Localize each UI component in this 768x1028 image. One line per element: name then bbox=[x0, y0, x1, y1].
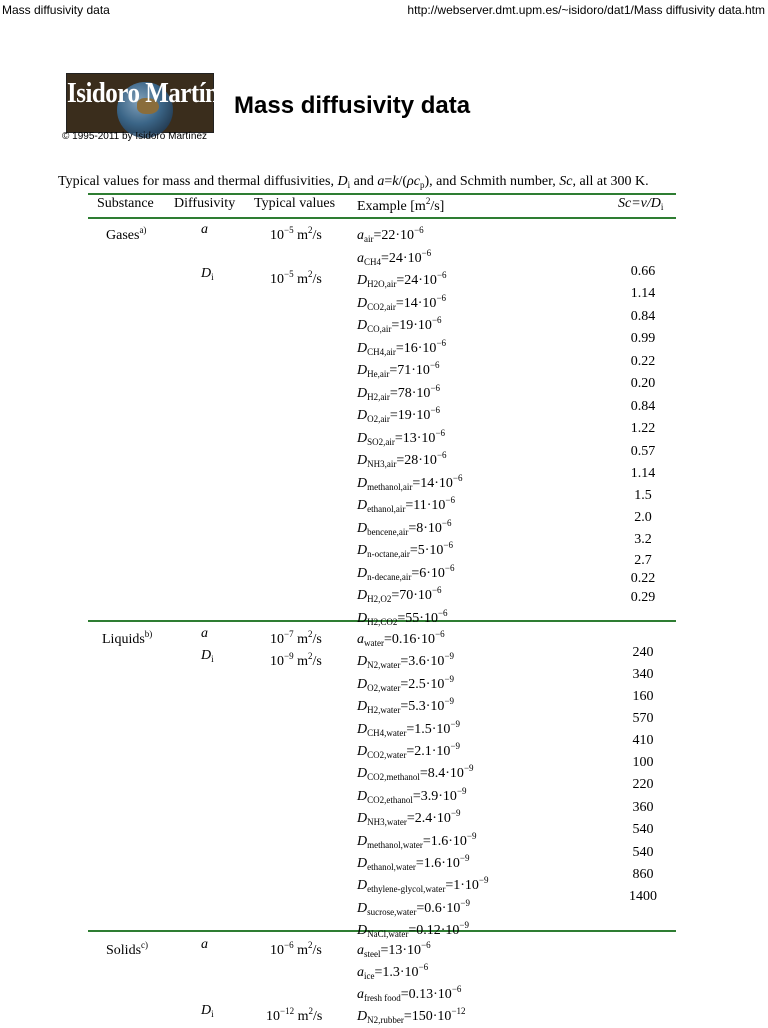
example-subscript: CH4 bbox=[364, 256, 382, 267]
example-row bbox=[357, 312, 442, 337]
example-value: =28·10 bbox=[396, 453, 437, 468]
example-value: =19·10 bbox=[389, 408, 431, 423]
example-subscript: H2,O2 bbox=[367, 594, 392, 604]
page-title-header: Mass diffusivity data bbox=[2, 3, 110, 17]
schmidt-value: 2.7 bbox=[634, 553, 652, 568]
example-row bbox=[357, 425, 445, 450]
example-value: =19·10 bbox=[391, 318, 432, 333]
example-value: =8·10 bbox=[408, 520, 442, 536]
example-subscript: CO2,methanol bbox=[367, 772, 420, 783]
example-row bbox=[357, 357, 440, 382]
example-symbol: D bbox=[357, 543, 368, 558]
example-subscript: n-octane,air bbox=[367, 549, 410, 559]
example-exponent: −6 bbox=[429, 360, 440, 370]
example-symbol: a bbox=[357, 987, 364, 1002]
example-value: =0.16·10 bbox=[384, 632, 436, 647]
example-symbol: D bbox=[357, 273, 368, 288]
example-exponent: −9 bbox=[478, 875, 489, 886]
example-value: =22·10 bbox=[373, 228, 415, 243]
example-symbol: a bbox=[357, 965, 364, 980]
example-exponent: −6 bbox=[421, 247, 432, 258]
schmidt-value: 340 bbox=[632, 667, 654, 682]
example-row bbox=[357, 648, 454, 673]
typical-value-part: /s bbox=[312, 632, 322, 647]
example-subscript: CO2,ethanol bbox=[367, 794, 413, 805]
example-row bbox=[357, 828, 477, 853]
schmidt-value: 240 bbox=[632, 645, 654, 660]
example-value: =71·10 bbox=[389, 363, 430, 378]
col-example: Example $[m^2/s]$ bbox=[357, 196, 445, 214]
typical-value-part: m bbox=[293, 943, 308, 958]
typical-value bbox=[270, 648, 322, 670]
diffusivity-symbol bbox=[201, 222, 208, 241]
typical-value-part: 2 bbox=[308, 1006, 313, 1016]
group-liquids: Liquids$^{b)}$ bbox=[102, 629, 153, 647]
copyright-note: © 1995-2011 by Isidoro Martínez bbox=[62, 131, 208, 142]
intro-text: Typical values for mass and thermal diffusivities, $D_i$ and $a=k/(\rho c_p)$, and Schmith number, Sc, all at 300 K. bbox=[58, 174, 649, 190]
typical-value-part: 2 bbox=[307, 651, 313, 661]
example-value: =14·10 bbox=[395, 295, 437, 311]
schmidt-value: 540 bbox=[632, 845, 654, 860]
example-value: =2.1·10 bbox=[406, 744, 451, 759]
typical-value-part: /s bbox=[312, 228, 322, 243]
example-row bbox=[357, 492, 455, 517]
example-exponent: −9 bbox=[444, 696, 455, 707]
schmidt-value: 0.99 bbox=[630, 331, 656, 346]
col-typical: Typical values bbox=[254, 196, 336, 211]
example-symbol: a bbox=[357, 250, 364, 266]
example-subscript: methanol,water bbox=[367, 839, 423, 850]
schmidt-value: 0.29 bbox=[630, 590, 656, 605]
typical-value bbox=[270, 937, 322, 959]
example-symbol: D bbox=[357, 385, 368, 401]
example-exponent: −6 bbox=[441, 517, 452, 528]
example-exponent: −9 bbox=[450, 741, 461, 751]
example-exponent: −6 bbox=[443, 540, 453, 550]
example-value: =8.4·10 bbox=[419, 766, 464, 782]
example-row bbox=[357, 537, 453, 562]
example-row bbox=[357, 380, 440, 405]
example-symbol: D bbox=[357, 588, 368, 603]
example-exponent: −6 bbox=[437, 607, 448, 618]
example-symbol: D bbox=[357, 654, 368, 670]
example-exponent: −6 bbox=[435, 629, 445, 639]
page-url-header[interactable]: http://webserver.dmt.upm.es/~isidoro/dat1/Mass diffusivity data.htm bbox=[407, 3, 765, 17]
example-row bbox=[357, 738, 460, 763]
example-row bbox=[357, 335, 446, 360]
example-symbol: D bbox=[357, 520, 368, 536]
schmidt-value: 1.22 bbox=[630, 421, 656, 436]
diffusivity-symbol-sub: i bbox=[211, 272, 214, 282]
schmidt-value: 1.14 bbox=[630, 286, 656, 301]
typical-value-part: 10 bbox=[266, 1009, 280, 1024]
example-exponent: −6 bbox=[436, 450, 447, 460]
example-symbol: a bbox=[357, 943, 364, 958]
example-subscript: N2,rubber bbox=[367, 1015, 404, 1025]
example-row bbox=[357, 1003, 466, 1028]
example-subscript: H2,water bbox=[367, 705, 401, 716]
example-subscript: NH3,water bbox=[367, 817, 407, 828]
example-symbol: D bbox=[357, 676, 368, 692]
example-value: =3.6·10 bbox=[400, 654, 445, 670]
example-exponent: −9 bbox=[444, 673, 455, 684]
example-exponent: −6 bbox=[414, 225, 424, 235]
diffusivity-symbol bbox=[201, 937, 208, 956]
example-value: =150·10 bbox=[403, 1009, 452, 1024]
logo-text: Isidoro Martínez bbox=[67, 77, 240, 109]
typical-value-part: 10 bbox=[270, 228, 284, 243]
example-exponent: −6 bbox=[444, 562, 455, 573]
example-symbol: a bbox=[357, 632, 364, 647]
example-symbol: D bbox=[357, 766, 368, 782]
example-exponent: −6 bbox=[451, 984, 462, 994]
group-solids: Solids$^{c)}$ bbox=[106, 940, 149, 958]
example-subscript: ice bbox=[364, 971, 375, 981]
example-row bbox=[357, 626, 445, 651]
example-symbol: D bbox=[357, 721, 368, 737]
example-symbol: D bbox=[357, 453, 368, 468]
example-row bbox=[357, 805, 461, 830]
example-symbol: D bbox=[357, 923, 368, 939]
schmidt-value: 1.5 bbox=[634, 488, 652, 503]
example-exponent: −6 bbox=[430, 382, 441, 393]
example-value: =1.5·10 bbox=[406, 721, 451, 737]
example-exponent: −6 bbox=[436, 337, 447, 348]
example-symbol: D bbox=[357, 900, 368, 916]
example-exponent: −9 bbox=[450, 808, 461, 819]
example-row bbox=[357, 783, 467, 808]
schmidt-value: 220 bbox=[632, 777, 654, 792]
example-subscript: ethanol,air bbox=[367, 504, 406, 514]
example-symbol: D bbox=[357, 811, 368, 827]
typical-value-part: 2 bbox=[307, 269, 313, 279]
example-exponent: −6 bbox=[435, 427, 446, 438]
diffusivity-symbol bbox=[201, 626, 208, 645]
example-value: =16·10 bbox=[395, 340, 437, 356]
example-value: =55·10 bbox=[397, 610, 438, 626]
typical-value bbox=[266, 1003, 322, 1025]
example-subscript: O2,water bbox=[367, 682, 401, 693]
diffusivity-symbol-sub: i bbox=[211, 1009, 214, 1019]
typical-value-part: 10 bbox=[270, 943, 284, 958]
typical-value-part: /s bbox=[312, 272, 322, 287]
example-symbol: D bbox=[357, 295, 368, 311]
example-subscript: SO2,air bbox=[367, 436, 395, 447]
example-exponent: −9 bbox=[459, 920, 469, 931]
example-exponent: −6 bbox=[436, 292, 447, 303]
example-exponent: −6 bbox=[436, 270, 447, 280]
diffusivity-symbol-letter: D bbox=[201, 266, 212, 281]
example-value: =24·10 bbox=[381, 250, 422, 266]
example-value: =78·10 bbox=[389, 385, 431, 401]
example-symbol: D bbox=[357, 878, 368, 894]
example-row bbox=[357, 245, 431, 270]
example-symbol: D bbox=[357, 1009, 368, 1024]
example-row bbox=[357, 267, 447, 292]
typical-value-part: m bbox=[293, 632, 308, 647]
example-subscript: air bbox=[364, 234, 374, 244]
schmidt-value: 1400 bbox=[629, 889, 657, 904]
diffusivity-symbol-letter: a bbox=[201, 222, 208, 237]
group-gases: Gases$^{a)}$ bbox=[106, 225, 147, 243]
example-value: =13·10 bbox=[394, 430, 436, 446]
example-value: =3.9·10 bbox=[412, 788, 457, 804]
example-subscript: He,air bbox=[367, 369, 390, 379]
example-subscript: CO,air bbox=[367, 324, 392, 334]
example-symbol: D bbox=[357, 318, 368, 333]
schmidt-value: 100 bbox=[632, 755, 654, 770]
example-subscript: sucrose,water bbox=[367, 906, 417, 917]
col-substance: Substance bbox=[97, 196, 154, 211]
example-row bbox=[357, 716, 460, 741]
example-subscript: ethanol,water bbox=[367, 862, 416, 872]
example-symbol: D bbox=[357, 565, 368, 581]
schmidt-value: 540 bbox=[632, 822, 654, 837]
typical-value bbox=[270, 626, 322, 648]
example-subscript: n-decane,air bbox=[367, 571, 412, 582]
example-exponent: −9 bbox=[459, 853, 470, 863]
site-logo[interactable] bbox=[66, 73, 240, 133]
schmidt-value: 3.2 bbox=[634, 532, 652, 547]
example-subscript: CH4,water bbox=[367, 727, 407, 738]
schmidt-value: 0.57 bbox=[630, 444, 656, 459]
typical-value bbox=[270, 222, 322, 244]
example-symbol: D bbox=[357, 475, 368, 491]
example-value: =14·10 bbox=[412, 475, 453, 491]
diffusivity-symbol-letter: a bbox=[201, 937, 208, 952]
typical-value-part: m bbox=[293, 654, 308, 669]
schmidt-value: 410 bbox=[632, 733, 654, 748]
example-symbol: a bbox=[357, 228, 364, 243]
example-exponent: −6 bbox=[452, 472, 463, 483]
example-row bbox=[357, 760, 474, 785]
typical-value-part: m bbox=[293, 272, 308, 287]
example-exponent: −6 bbox=[421, 940, 431, 950]
example-value: =6·10 bbox=[411, 565, 445, 581]
typical-value-part: −6 bbox=[284, 940, 294, 950]
example-value: =2.4·10 bbox=[406, 811, 451, 827]
example-symbol: D bbox=[357, 340, 368, 356]
schmidt-value: 860 bbox=[632, 867, 654, 882]
example-row bbox=[357, 290, 446, 315]
page-title: Mass diffusivity data bbox=[234, 92, 471, 119]
example-subscript: bencene,air bbox=[367, 526, 409, 537]
example-row bbox=[357, 895, 470, 920]
example-exponent: −9 bbox=[444, 651, 455, 662]
example-value: =70·10 bbox=[391, 588, 432, 603]
example-row bbox=[357, 582, 442, 607]
diffusivity-symbol bbox=[201, 648, 214, 667]
example-exponent: −6 bbox=[431, 315, 442, 325]
example-value: =2.5·10 bbox=[400, 676, 445, 692]
example-subscript: NaCl,water bbox=[367, 929, 409, 940]
diffusivity-symbol-letter: a bbox=[201, 626, 208, 641]
example-value: =1.3·10 bbox=[374, 965, 419, 980]
example-exponent: −9 bbox=[456, 785, 467, 796]
example-subscript: N2,water bbox=[367, 660, 401, 671]
typical-value-part: −5 bbox=[284, 269, 294, 279]
typical-value-part: 10 bbox=[270, 654, 284, 669]
typical-value-part: −9 bbox=[284, 651, 294, 661]
diffusivity-symbol-letter: D bbox=[201, 1003, 212, 1018]
example-exponent: −9 bbox=[466, 830, 477, 841]
schmidt-value: 0.66 bbox=[630, 264, 656, 279]
example-symbol: D bbox=[357, 408, 368, 423]
example-symbol: D bbox=[357, 788, 368, 804]
example-symbol: D bbox=[357, 833, 368, 849]
example-exponent: −6 bbox=[431, 585, 442, 595]
example-row bbox=[357, 222, 424, 247]
example-value: =0.13·10 bbox=[400, 987, 452, 1002]
typical-value-part: 2 bbox=[307, 940, 313, 950]
typical-value bbox=[270, 266, 322, 288]
schmidt-value: 1.14 bbox=[630, 466, 656, 481]
schmidt-value: 0.22 bbox=[630, 571, 656, 586]
schmidt-value: 0.84 bbox=[630, 309, 656, 324]
example-subscript: CH4,air bbox=[367, 346, 396, 357]
example-subscript: methanol,air bbox=[367, 481, 413, 492]
typical-value-part: m bbox=[294, 1009, 309, 1024]
schmidt-value: 2.0 bbox=[634, 510, 652, 525]
typical-value-part: 2 bbox=[307, 629, 313, 639]
typical-value-part: 10 bbox=[270, 272, 284, 287]
example-row bbox=[357, 470, 463, 495]
schmidt-value: 570 bbox=[632, 711, 654, 726]
example-exponent: −6 bbox=[430, 405, 441, 415]
example-value: =1.6·10 bbox=[422, 833, 467, 849]
example-row bbox=[357, 560, 454, 585]
example-value: =11·10 bbox=[405, 498, 446, 513]
example-row bbox=[357, 515, 452, 540]
example-subscript: fresh food bbox=[364, 993, 401, 1003]
typical-value-part: 10 bbox=[270, 632, 284, 647]
example-row bbox=[357, 402, 440, 427]
example-subscript: H2,air bbox=[367, 391, 390, 402]
typical-value-part: −7 bbox=[284, 629, 294, 639]
example-exponent: −6 bbox=[418, 962, 429, 972]
example-row bbox=[357, 872, 488, 897]
example-row bbox=[357, 850, 470, 875]
example-symbol: D bbox=[357, 699, 368, 715]
diffusivity-symbol bbox=[201, 266, 214, 285]
col-diffusivity: Diffusivity bbox=[174, 196, 236, 211]
diffusivity-symbol-letter: D bbox=[201, 648, 212, 663]
schmidt-value: 0.20 bbox=[630, 376, 656, 391]
example-exponent: −9 bbox=[463, 763, 474, 774]
example-subscript: H2O,air bbox=[367, 279, 397, 289]
example-row bbox=[357, 447, 447, 472]
example-symbol: D bbox=[357, 856, 368, 871]
example-value: =1·10 bbox=[445, 878, 479, 894]
example-value: =13·10 bbox=[380, 943, 422, 958]
example-exponent: −9 bbox=[450, 718, 461, 729]
diffusivity-symbol bbox=[201, 1003, 214, 1022]
example-subscript: NH3,air bbox=[367, 459, 397, 469]
example-value: =5·10 bbox=[409, 543, 444, 558]
schmidt-value: 0.84 bbox=[630, 399, 656, 414]
example-exponent: −6 bbox=[445, 495, 455, 505]
example-exponent: −9 bbox=[460, 897, 470, 908]
typical-value-part: −12 bbox=[280, 1006, 295, 1016]
example-subscript: water bbox=[364, 638, 384, 648]
example-row bbox=[357, 671, 454, 696]
typical-value-part: m bbox=[293, 228, 308, 243]
typical-value-part: /s bbox=[312, 1009, 323, 1024]
typical-value-part: −5 bbox=[284, 225, 294, 235]
example-value: =5.3·10 bbox=[400, 699, 445, 715]
col-schmidt: $Sc=\nu/D_i$ bbox=[618, 196, 664, 212]
example-subscript: O2,air bbox=[367, 414, 390, 424]
schmidt-value: 360 bbox=[632, 800, 654, 815]
example-symbol: D bbox=[357, 610, 368, 626]
schmidt-value: 0.22 bbox=[630, 354, 656, 369]
example-value: =0.12·10 bbox=[408, 923, 460, 939]
example-value: =1.6·10 bbox=[415, 856, 460, 871]
example-symbol: D bbox=[357, 744, 368, 759]
typical-value-part: /s bbox=[312, 654, 322, 669]
example-subscript: steel bbox=[364, 949, 381, 959]
example-subscript: CO2,air bbox=[367, 301, 396, 312]
example-subscript: ethylene-glycol,water bbox=[367, 884, 446, 895]
diffusivity-symbol-sub: i bbox=[211, 654, 214, 664]
typical-value-part: 2 bbox=[307, 225, 313, 235]
example-value: =0.6·10 bbox=[416, 900, 461, 916]
example-subscript: H2,CO2 bbox=[367, 616, 398, 627]
example-symbol: D bbox=[357, 430, 368, 446]
example-symbol: D bbox=[357, 498, 368, 513]
example-value: =24·10 bbox=[396, 273, 437, 288]
example-symbol: D bbox=[357, 363, 368, 378]
typical-value-part: /s bbox=[312, 943, 322, 958]
example-subscript: CO2,water bbox=[367, 750, 407, 760]
header-rule bbox=[88, 217, 676, 219]
example-exponent: −12 bbox=[451, 1006, 466, 1016]
schmidt-value: 160 bbox=[632, 689, 654, 704]
example-row bbox=[357, 693, 454, 718]
table-top-rule bbox=[88, 193, 676, 195]
